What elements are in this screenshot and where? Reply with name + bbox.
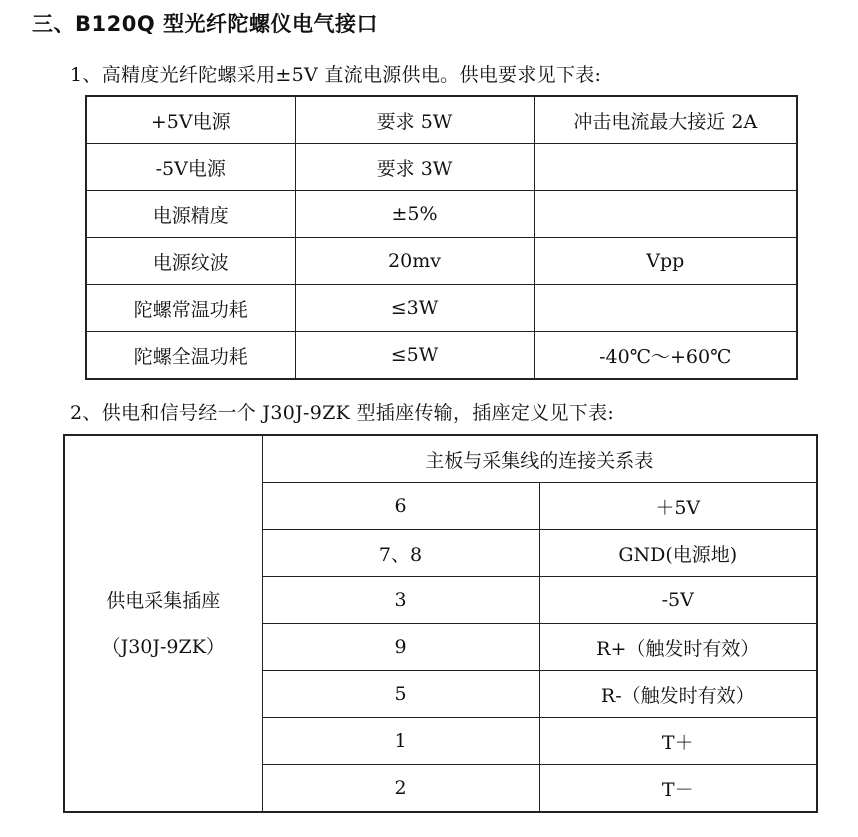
connector-label: 供电采集插座 <box>106 589 221 612</box>
power-note-cell <box>534 191 797 238</box>
pin-number-cell: 1 <box>262 718 539 765</box>
power-note-cell: -40℃～+60℃ <box>534 332 797 380</box>
power-requirement-cell: ≤5W <box>295 332 534 380</box>
pin-signal-cell: R-（触发时有效） <box>539 671 817 718</box>
pin-number-cell: 3 <box>262 577 539 624</box>
connector-intro-paragraph: 2、供电和信号经一个 J30J-9ZK 型插座传输，插座定义见下表: <box>70 402 615 424</box>
power-requirement-cell: ±5% <box>295 191 534 238</box>
connector-label-cell <box>64 435 262 812</box>
power-requirements-table <box>85 95 798 380</box>
pin-number-cell: 2 <box>262 765 539 813</box>
power-note-cell <box>534 285 797 332</box>
power-param-cell: -5V电源 <box>86 144 295 191</box>
pin-number-cell: 5 <box>262 671 539 718</box>
power-param-cell: 电源精度 <box>86 191 295 238</box>
pin-number-cell: 9 <box>262 624 539 671</box>
pin-signal-cell: ＋5V <box>539 483 817 530</box>
power-requirement-cell: 要求 5W <box>295 96 534 144</box>
power-note-cell: 冲击电流最大接近 2A <box>534 96 797 144</box>
table-row <box>86 332 797 380</box>
connector-model: （J30J-9ZK） <box>101 635 225 658</box>
power-param-cell: 电源纹波 <box>86 238 295 285</box>
pin-signal-cell: T－ <box>539 765 817 813</box>
power-requirement-cell: 要求 3W <box>295 144 534 191</box>
power-requirement-cell: 20mv <box>295 238 534 285</box>
pin-signal-cell: GND(电源地) <box>539 530 817 577</box>
table-row <box>86 285 797 332</box>
power-note-cell: Vpp <box>534 238 797 285</box>
pin-number-cell: 7、8 <box>262 530 539 577</box>
power-intro-paragraph: 1、高精度光纤陀螺采用±5V 直流电源供电。供电要求见下表: <box>70 64 602 86</box>
pin-table-title: 主板与采集线的连接关系表 <box>262 435 817 483</box>
section-heading: 三、B120Q 型光纤陀螺仪电气接口 <box>32 12 379 36</box>
pin-signal-cell: R+（触发时有效） <box>539 624 817 671</box>
table-row <box>86 96 797 144</box>
pin-signal-cell: -5V <box>539 577 817 624</box>
power-note-cell <box>534 144 797 191</box>
power-param-cell: 陀螺常温功耗 <box>86 285 295 332</box>
power-param-cell: +5V电源 <box>86 96 295 144</box>
pin-number-cell: 6 <box>262 483 539 530</box>
table-row <box>86 238 797 285</box>
power-requirement-cell: ≤3W <box>295 285 534 332</box>
connector-pin-table <box>63 434 818 813</box>
table-row <box>64 435 817 483</box>
table-row <box>86 144 797 191</box>
table-row <box>86 191 797 238</box>
pin-signal-cell: T＋ <box>539 718 817 765</box>
power-param-cell: 陀螺全温功耗 <box>86 332 295 380</box>
